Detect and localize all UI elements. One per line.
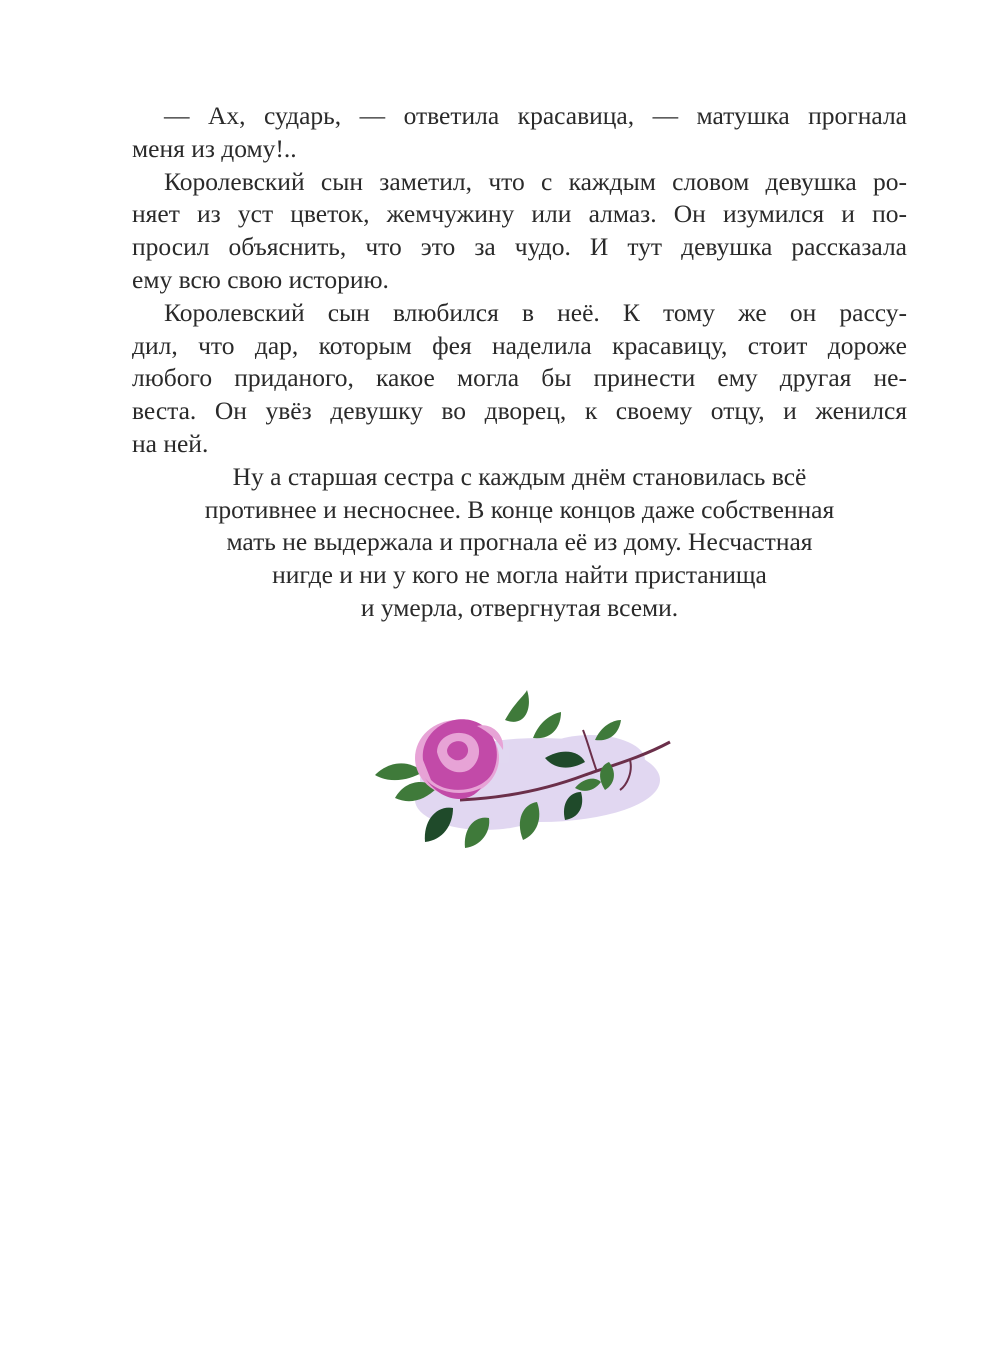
text-line: на ней. xyxy=(132,428,209,458)
text-line: противнее и несноснее. В конце концов даже собственная xyxy=(204,494,835,524)
paragraph-1 xyxy=(132,100,907,166)
text-line: — Ах, сударь, — ответила красавица, — матушка прогнала xyxy=(164,101,907,130)
text-line: и умерла, отвергнутая всеми. xyxy=(360,592,679,622)
text-line: дил, что дар, которым фея наделила красавицу, стоит дороже xyxy=(132,330,907,360)
text-line: мать не выдержала и прогнала её из дому. Несчастная xyxy=(226,527,813,557)
page-text xyxy=(132,100,907,625)
paragraph-2 xyxy=(132,166,907,297)
rose-icon xyxy=(365,680,690,875)
paragraph-3 xyxy=(132,297,907,461)
text-line: просил объяснить, что это за чудо. И тут девушка рассказала xyxy=(132,232,907,262)
text-line: Королевский сын влюбился в неё. К тому же он рассу- xyxy=(164,297,907,327)
text-line: меня из дому!.. xyxy=(132,133,297,163)
text-line: нигде и ни у кого не могла найти пристанища xyxy=(272,560,767,590)
text-line: веста. Он увёз девушку во дворец, к своему отцу, и женился xyxy=(132,396,907,426)
text-line: любого приданого, какое могла бы принести ему другая не- xyxy=(132,363,907,393)
text-line: Королевский сын заметил, что с каждым словом девушка ро- xyxy=(164,166,907,196)
text-line: Ну а старшая сестра с каждым днём становилась всё xyxy=(232,461,807,491)
closing-paragraph xyxy=(132,461,907,625)
text-line: няет из уст цветок, жемчужину или алмаз. Он изумился и по- xyxy=(132,199,907,229)
text-line: ему всю свою историю. xyxy=(132,264,389,294)
